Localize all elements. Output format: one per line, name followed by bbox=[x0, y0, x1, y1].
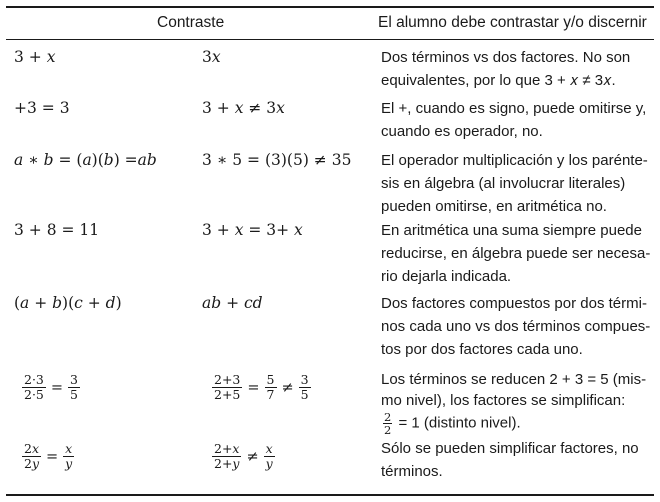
contrast-left: 𝑎 ∗ 𝑏 = (𝑎)(𝑏) =𝑎𝑏 bbox=[14, 151, 157, 169]
contrast-left: 3 + 𝑥 bbox=[14, 48, 56, 66]
discern-text: Dos términos vs dos factores. No son equivalentes, por lo que 3 + 𝑥 ≠ 3𝑥. bbox=[381, 49, 631, 89]
fraction: $\frac{2}{2}$ bbox=[384, 410, 392, 437]
fraction: $\frac{\text{𝑥}}{\text{𝑦}}$ bbox=[265, 441, 273, 471]
fraction: $\frac{2\cdot 3}{2\cdot 5}$ bbox=[24, 372, 44, 402]
contrast-right: 3 ∗ 5 = (3)(5) ≠ 35 bbox=[202, 151, 352, 169]
contrast-left: +3 = 3 bbox=[14, 99, 70, 117]
top-rule bbox=[6, 6, 654, 8]
header-discern: El alumno debe contrastar y/o discernir bbox=[378, 14, 647, 31]
fraction: $\frac{\text{𝑥}}{\text{𝑦}}$ bbox=[65, 441, 73, 471]
contrast-right: 3𝑥 bbox=[202, 48, 221, 66]
fraction: $\frac{5}{7}$ bbox=[266, 372, 275, 402]
header-contrast: Contraste bbox=[157, 14, 225, 31]
fraction: $\frac{\text{2+𝑥}}{\text{2+𝑦}}$ bbox=[214, 441, 240, 471]
header-rule bbox=[6, 39, 654, 40]
contrast-left: (𝑎 + 𝑏)(𝑐 + 𝑑) bbox=[14, 294, 122, 312]
contrast-right-fraction: $\frac{2+3}{2+5}$ = $\frac{5}{7}$ ≠ $\frac{3}{5}$ bbox=[214, 372, 309, 402]
discern-text: Dos factores compuestos por dos térmi- nos cada uno vs dos términos compues- tos por dos factores cada uno. bbox=[381, 295, 651, 358]
discern-text: Sólo se pueden simplificar factores, no términos. bbox=[381, 440, 639, 480]
fraction: $\frac{2+3}{2+5}$ bbox=[214, 372, 241, 402]
contrast-left-fraction: $\frac{\text{2𝑥}}{\text{2𝑦}}$ = $\frac{\text{𝑥}}{\text{𝑦}}$ bbox=[24, 441, 73, 471]
discern-text: Los términos se reducen 2 + 3 = 5 (mis- mo nivel), los factores se simplifican: $\frac{2}{2}$ = 1 (distinto nivel). bbox=[381, 371, 647, 437]
contrast-right: 3 + 𝑥 = 3+ 𝑥 bbox=[202, 221, 303, 239]
contrast-right-fraction: $\frac{\text{2+𝑥}}{\text{2+𝑦}}$ ≠ $\frac{\text{𝑥}}{\text{𝑦}}$ bbox=[214, 441, 273, 471]
contrast-right: 𝑎𝑏 + 𝑐𝑑 bbox=[202, 294, 263, 312]
fraction: $\frac{3}{5}$ bbox=[70, 372, 78, 402]
discern-text: El +, cuando es signo, puede omitirse y, cuando es operador, no. bbox=[381, 100, 647, 140]
bottom-rule bbox=[6, 494, 654, 496]
contrast-right: 3 + 𝑥 ≠ 3𝑥 bbox=[202, 99, 285, 117]
fraction: $\frac{\text{2𝑥}}{\text{2𝑦}}$ bbox=[24, 441, 40, 471]
fraction: $\frac{3}{5}$ bbox=[300, 372, 309, 402]
discern-text: El operador multiplicación y los parénte- sis en álgebra (al involucrar literales) pueden omitirse, en aritmética no. bbox=[381, 152, 648, 215]
discern-text: En aritmética una suma siempre puede reducirse, en álgebra puede ser necesa- rio dejarla indicada. bbox=[381, 222, 651, 285]
contrast-left-fraction: $\frac{2\cdot 3}{2\cdot 5}$ = $\frac{3}{5}$ bbox=[24, 372, 78, 402]
contrast-left: 3 + 8 = 11 bbox=[14, 221, 100, 239]
